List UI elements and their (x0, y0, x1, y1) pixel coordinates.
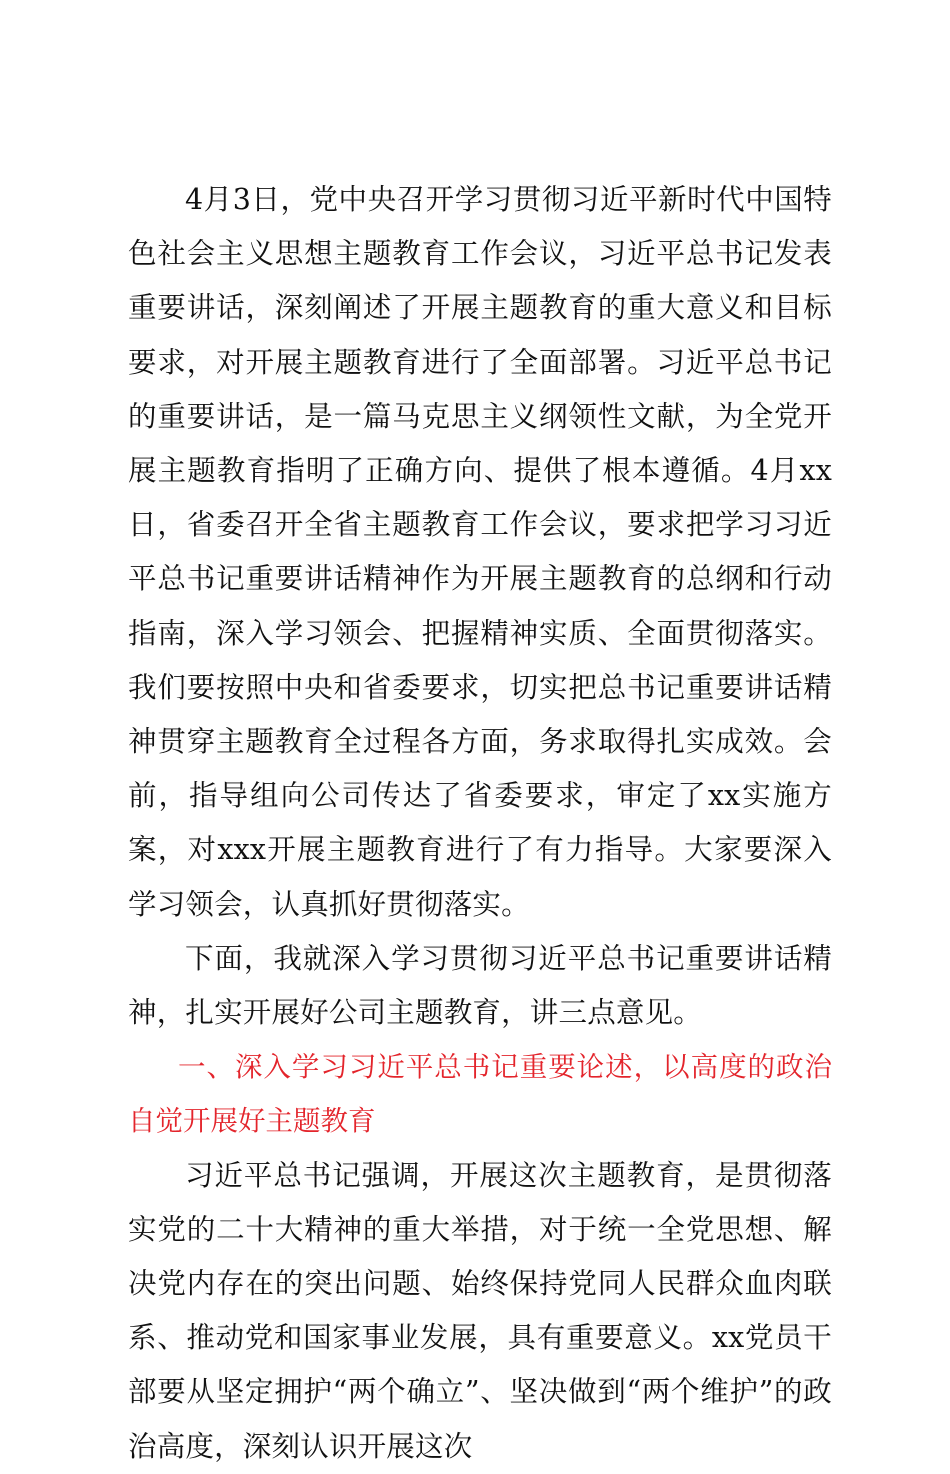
outline-paragraph: 下面，我就深入学习贯彻习近平总书记重要讲话精神，扎实开展好公司主题教育，讲三点意见。 (128, 941, 832, 1030)
intro-paragraph: 4月3日，党中央召开学习贯彻习近平新时代中国特色社会主义思想主题教育工作会议，习近平总书记发表重要讲话，深刻阐述了开展主题教育的重大意义和目标要求，对开展主题教育进行了全面部署。习近平总书记的重要讲话，是一篇马克思主义纲领性文献，为全党开展主题教育指明了正确方向、提供了根本遵循。4月xx日，省委召开全省主题教育工作会议，要求把学习习近平总书记重要讲话精神作为开展主题教育的总纲和行动指南，深入学习领会、把握精神实质、全面贯彻落实。我们要按照中央和省委要求，切实把总书记重要讲话精神贯穿主题教育全过程各方面，务求取得扎实成效。会前，指导组向公司传达了省委要求，审定了xx实施方案，对xxx开展主题教育进行了有力指导。大家要深入学习领会，认真抓好贯彻落实。 (128, 183, 832, 921)
section-heading: 一、深入学习习近平总书记重要论述，以高度的政治自觉开展好主题教育 (128, 1051, 832, 1138)
document-body (128, 173, 832, 1474)
section-paragraph: 习近平总书记强调，开展这次主题教育，是贯彻落实党的二十大精神的重大举措，对于统一全党思想、解决党内存在的突出问题、始终保持党同人民群众血肉联系、推动党和国家事业发展，具有重要意义。xx党员干部要从坚定拥护“两个确立”、坚决做到“两个维护”的政治高度，深刻认识开展这次 (128, 1158, 832, 1463)
